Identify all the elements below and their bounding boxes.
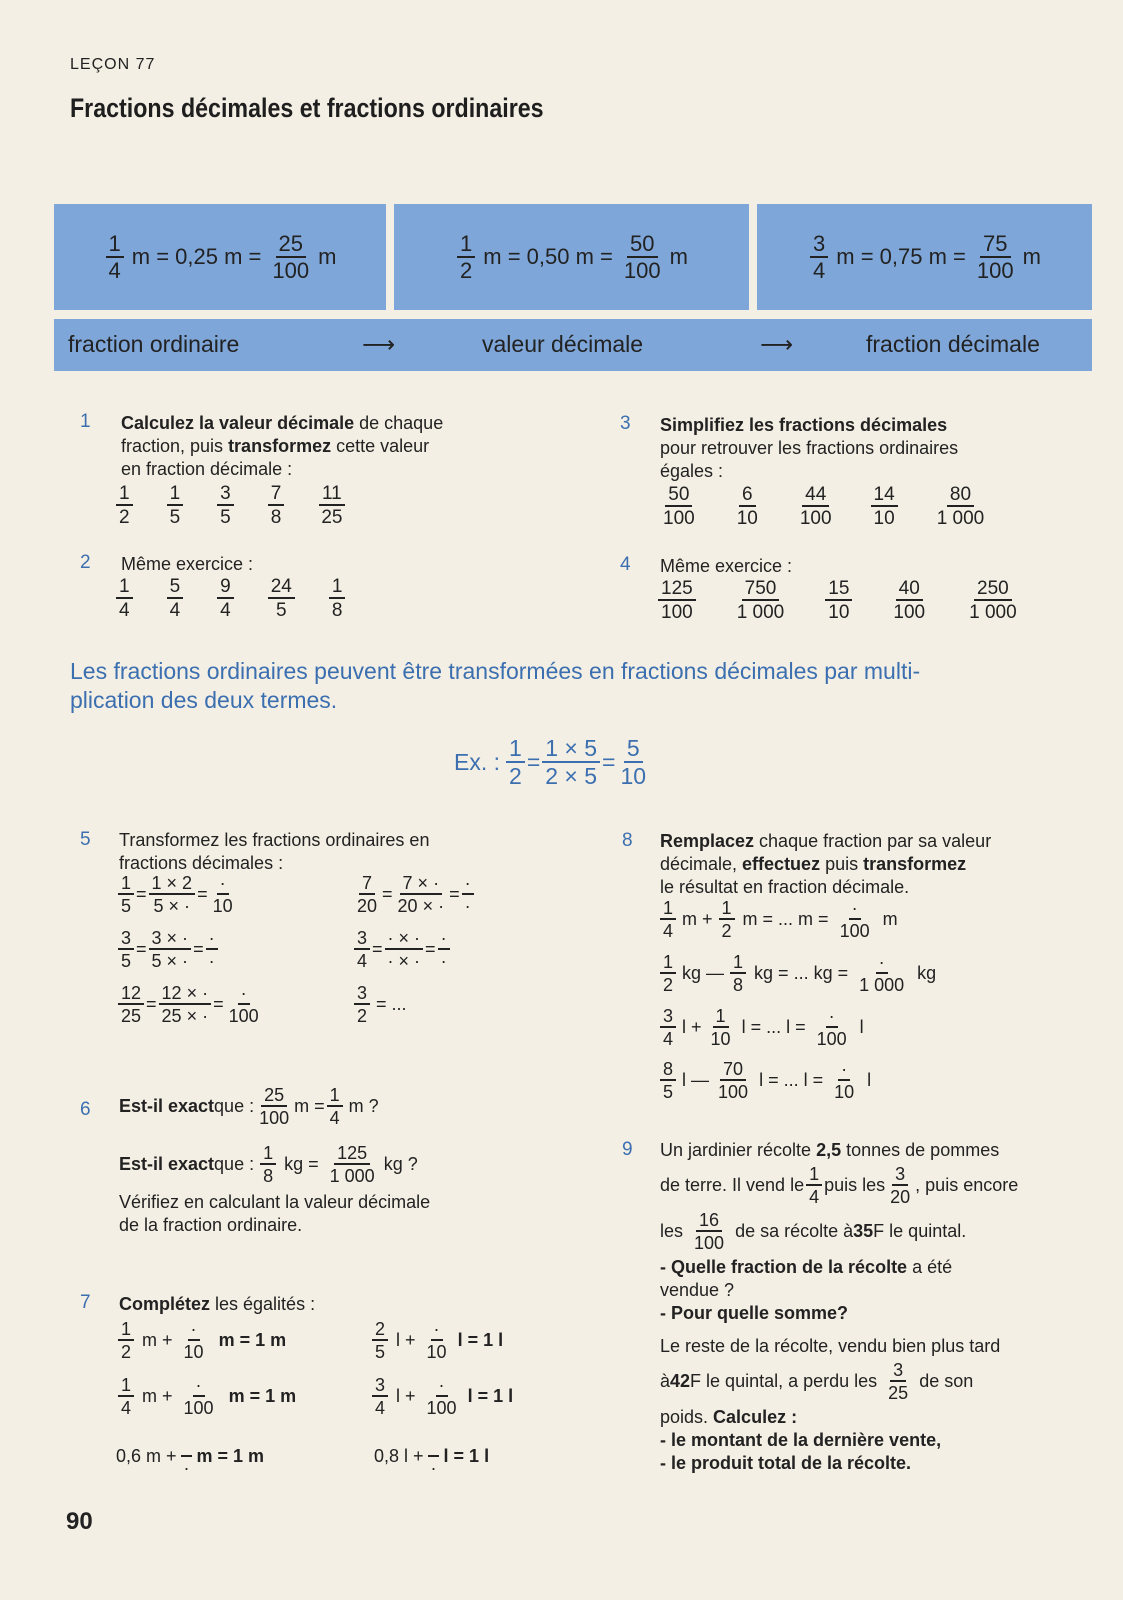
exercise-4-label: Même exercice : xyxy=(660,556,793,576)
exercise-9-line-rest: Le reste de la récolte, vendu bien plus tard xyxy=(660,1336,1001,1356)
box1-den: 4 xyxy=(108,257,121,283)
exercise-5-instructions: Transformez les fractions ordinaires en fractions décimales : xyxy=(119,830,430,873)
exercise-4-number: 4 xyxy=(620,554,631,575)
exercise-5-row-1a: $\frac{1}{5}$ = $\frac{1 \times 2}{5 \times \cdot}$ = $\frac{\cdot}{10}$ xyxy=(116,874,238,915)
exercise-9-line-price: à 42 F le quintal, a perdu les $\frac{3}{25}$ de son xyxy=(660,1360,974,1403)
box3-unit: m xyxy=(1022,244,1041,269)
box2-den: 2 xyxy=(460,257,473,283)
box1-den2: 100 xyxy=(272,257,310,283)
exercise-8-row-4: $\frac{8}{5}$ l — $\frac{70}{100}$ l = ... l = $\frac{\cdot}{10}$ l xyxy=(658,1060,871,1101)
box1-mid: m = 0,25 m = xyxy=(131,244,262,269)
exercise-9-line-1: Un jardinier récolte 2,5 tonnes de pommes xyxy=(660,1140,1000,1160)
page-title: Fractions décimales et fractions ordinaires xyxy=(70,93,544,123)
rule-example: Ex. : $\frac{1}{2}$ = $\frac{1 \times 5}{2 \times 5}$ = $\frac{5}{10}$ xyxy=(454,735,647,789)
rule-text: Les fractions ordinaires peuvent être transformées en fractions décimales par multi- plication des deux termes. xyxy=(70,658,921,713)
exercise-8-row-2: $\frac{1}{2}$ kg — $\frac{1}{8}$ kg = ... kg = $\frac{\cdot}{1 000}$ kg xyxy=(658,953,936,994)
exercise-2-fractions: $\frac{1}{4}$ $\frac{5}{4}$ $\frac{9}{4}$ $\frac{24}{5}$ $\frac{1}{8}$ xyxy=(116,577,345,620)
conversion-flow-row xyxy=(54,319,1092,371)
flow-arrow-1: ⟶ xyxy=(362,331,395,357)
box3-num2: 75 xyxy=(980,233,1010,258)
exercise-9-line-2: de terre. Il vend le $\frac{1}{4}$ puis les $\frac{3}{20}$ , puis encore xyxy=(660,1164,1019,1207)
exercise-8-instructions: Remplacez chaque fraction par sa valeur décimale, effectuez puis transformez le résultat en fraction décimale. xyxy=(660,831,992,897)
box2-unit: m xyxy=(669,244,688,269)
flow-decimal-fraction: fraction décimale xyxy=(866,331,1040,357)
exercise-6-question-2: Est-il exact que : $\frac{1}{8}$ kg = $\frac{125}{1 000}$ kg ? xyxy=(119,1143,418,1186)
exercise-7-row-2a: $\frac{1}{4}$ m + $\frac{\cdot}{100}$ m = 1 m xyxy=(116,1376,296,1417)
exercise-9-questions: - Quelle fraction de la récolte a été vendue ? - Pour quelle somme? xyxy=(660,1257,953,1323)
page-number: 90 xyxy=(66,1508,93,1535)
exercise-5-row-3a: $\frac{12}{25}$ = $\frac{12 \times \cdot}{25 \times \cdot}$ = $\frac{\cdot}{100}$ xyxy=(116,984,264,1025)
exercise-7-row-2b: $\frac{3}{4}$ l + $\frac{\cdot}{100}$ l = 1 l xyxy=(370,1376,513,1417)
exercise-9-calculate: poids. Calculez : - le montant de la dernière vente, - le produit total de la récolte. xyxy=(660,1407,942,1473)
box1-num2: 25 xyxy=(276,233,306,258)
exercise-6-question-1: Est-il exact que : $\frac{25}{100}$ m = $\frac{1}{4}$ m ? xyxy=(119,1085,379,1128)
exercise-2-label: Même exercice : xyxy=(121,554,254,574)
exercise-7-row-1a: $\frac{1}{2}$ m + $\frac{\cdot}{10}$ m = 1 m xyxy=(116,1320,286,1361)
exercise-7-instruction: Complétez les égalités : xyxy=(119,1294,316,1314)
equivalence-box-quarter xyxy=(54,204,386,310)
equivalence-box-half xyxy=(394,204,749,310)
exercise-9-line-3: les $\frac{16}{100}$ de sa récolte à 35 F le quintal. xyxy=(660,1210,967,1253)
exercise-1-fractions: $\frac{1}{2}$ $\frac{1}{5}$ $\frac{3}{5}$ $\frac{7}{8}$ $\frac{11}{25}$ xyxy=(116,484,345,527)
equivalence-box-three-quarters xyxy=(757,204,1092,310)
exercise-6-verify: Vérifiez en calculant la valeur décimale de la fraction ordinaire. xyxy=(119,1192,431,1235)
exercise-8-number: 8 xyxy=(622,830,633,851)
lesson-label: LEÇON 77 xyxy=(70,56,156,73)
exercise-5-number: 5 xyxy=(80,829,91,850)
exercise-7-row-1b: $\frac{2}{5}$ l + $\frac{\cdot}{10}$ l = 1 l xyxy=(370,1320,503,1361)
flow-ordinary: fraction ordinaire xyxy=(68,331,240,357)
flow-decimal-value: valeur décimale xyxy=(482,331,644,357)
exercise-9-number: 9 xyxy=(622,1139,633,1160)
exercise-5-row-2b: $\frac{3}{4}$ = $\frac{\cdot \times \cdot}{\cdot \times \cdot}$ = $\frac{\cdot}{\cdot}$ xyxy=(352,929,452,970)
exercise-4-fractions: $\frac{125}{100}$ $\frac{750}{1 000}$ $\frac{15}{10}$ $\frac{40}{100}$ $\frac{250}{1 000}$ xyxy=(658,579,1020,622)
exercise-8-row-3: $\frac{3}{4}$ l + $\frac{1}{10}$ l = ... l = $\frac{\cdot}{100}$ l xyxy=(658,1007,864,1048)
box2-den2: 100 xyxy=(623,257,661,283)
box3-num: 3 xyxy=(810,233,828,258)
exercise-7-number: 7 xyxy=(80,1292,91,1313)
exercise-8-row-1: $\frac{1}{4}$ m + $\frac{1}{2}$ m = ... m = $\frac{\cdot}{100}$ m xyxy=(658,899,898,940)
exercise-6-number: 6 xyxy=(80,1099,91,1120)
exercise-2-number: 2 xyxy=(80,552,91,573)
box3-den2: 100 xyxy=(976,257,1014,283)
box3-den: 4 xyxy=(813,257,826,283)
exercise-7-row-3b: 0,8 l + · l = 1 l xyxy=(374,1436,489,1477)
exercise-5-row-1b: $\frac{7}{20}$ = $\frac{7 \times \cdot}{20 \times \cdot}$ = $\frac{\cdot}{\cdot}$ xyxy=(352,874,476,915)
box1-num: 1 xyxy=(106,233,124,258)
box3-mid: m = 0,75 m = xyxy=(836,244,966,269)
exercise-5-row-3b: $\frac{3}{2}$ = ... xyxy=(352,984,407,1025)
exercise-3-instructions: Simplifiez les fractions décimales pour retrouver les fractions ordinaires égales : xyxy=(660,415,959,481)
exercise-3-number: 3 xyxy=(620,413,631,434)
box1-unit: m xyxy=(318,244,337,269)
exercise-5-row-2a: $\frac{3}{5}$ = $\frac{3 \times \cdot}{5 \times \cdot}$ = $\frac{\cdot}{\cdot}$ xyxy=(116,929,220,970)
exercise-7-row-3a: 0,6 m + · m = 1 m xyxy=(116,1436,264,1477)
box2-mid: m = 0,50 m = xyxy=(483,244,613,269)
box2-num2: 50 xyxy=(627,233,657,258)
flow-arrow-2: ⟶ xyxy=(760,331,793,357)
exercise-3-fractions: $\frac{50}{100}$ $\frac{6}{10}$ $\frac{44}{100}$ $\frac{14}{10}$ $\frac{80}{1 000}$ xyxy=(663,484,985,529)
box2-num: 1 xyxy=(457,233,475,258)
exercise-1-number: 1 xyxy=(80,411,91,432)
exercise-1-instructions: Calculez la valeur décimale de chaque fraction, puis transformez cette valeur en fraction décimale : xyxy=(121,413,444,479)
